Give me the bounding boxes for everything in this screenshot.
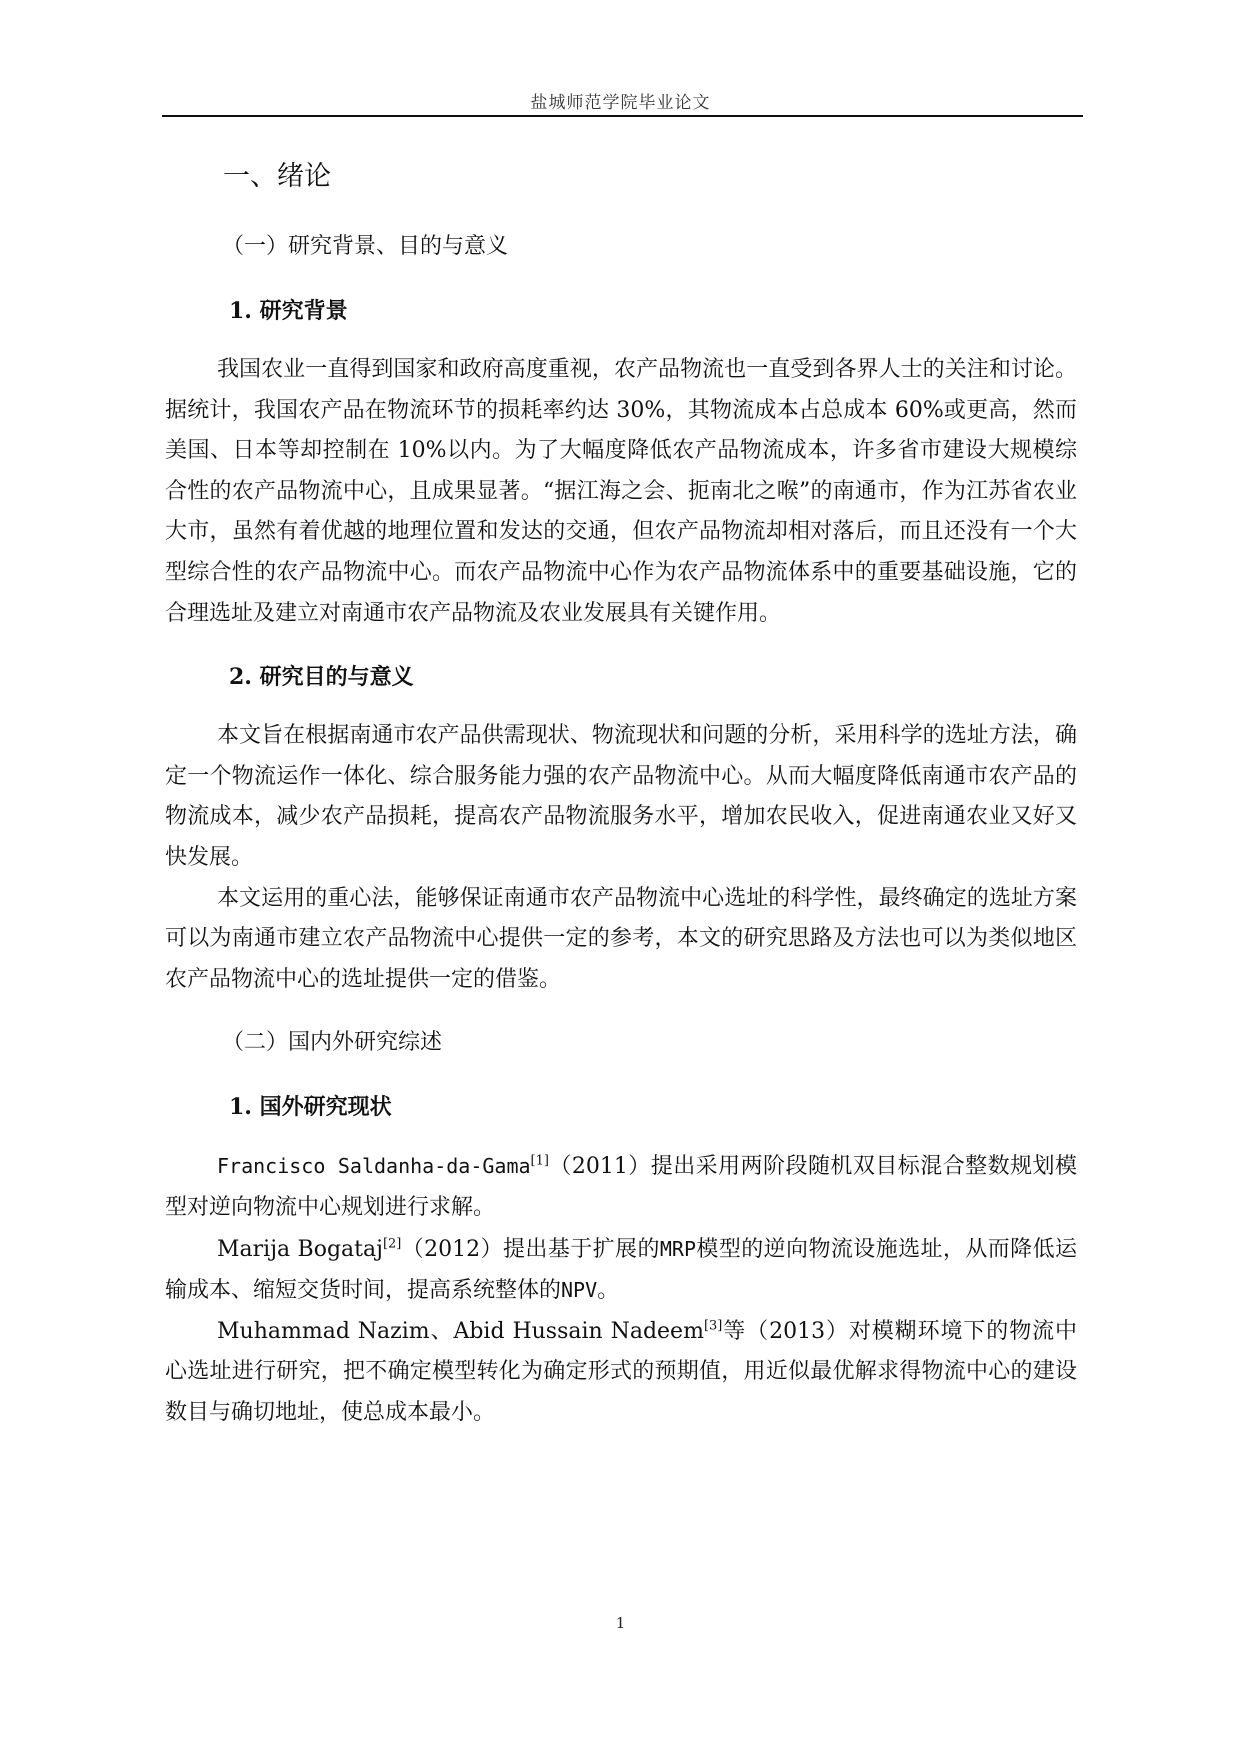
ref-text: （2011）提出采用两阶段随机双目标混合整数规划模型对逆向物流中心规划进行求解。 (165, 1154, 1077, 1220)
paragraph-ref-3 (165, 1312, 1077, 1434)
ref-term-mrp: MRP (659, 1236, 696, 1261)
citation-marker: [1] (530, 1153, 549, 1169)
citation-marker: [3] (703, 1318, 723, 1334)
paragraph-ref-2 (165, 1229, 1077, 1312)
ref-term-npv: NPV (561, 1278, 598, 1303)
running-header: 盐城师范学院毕业论文 (530, 93, 711, 113)
paragraph-ref-1 (165, 1146, 1077, 1228)
ref-author: Muhammad Nazim、Abid Hussain Nadeem (217, 1318, 704, 1344)
ref-author: Francisco Saldanha-da-Gama (217, 1154, 531, 1179)
page-number: 1 (615, 1614, 626, 1632)
page-body (165, 150, 1077, 1433)
header-rule (162, 115, 1083, 117)
ref-text: 等（2013）对模糊环境下的物流中心选址进行研究，把不确定模型转化为确定形式的预期值，用近似最优解求得物流中心的建设数目与确切地址，使总成本最小。 (165, 1318, 1077, 1425)
subsection-heading-purpose: 2. 研究目的与意义 (229, 664, 414, 691)
subsection-heading-foreign: 1. 国外研究现状 (229, 1094, 392, 1121)
subsection-heading-background: 1. 研究背景 (229, 298, 348, 324)
citation-marker: [2] (382, 1236, 402, 1252)
paragraph-purpose-1: 本文旨在根据南通市农产品供需现状、物流现状和问题的分析，采用科学的选址方法，确定一个物流运作一体化、综合服务能力强的农产品物流中心。从而大幅度降低南通市农产品的物流成本，减少农产品损耗，提高农产品物流服务水平，增加农民收入，促进南通农业又好又快发展。 (165, 723, 1077, 870)
ref-text: 。 (597, 1278, 620, 1304)
ref-author: Marija Bogataj (217, 1236, 383, 1262)
section-heading-review: （二）国内外研究综述 (222, 1030, 443, 1056)
chapter-title: 一、绪论 (223, 161, 331, 192)
paragraph-background: 我国农业一直得到国家和政府高度重视，农产品物流也一直受到各界人士的关注和讨论。据统计，我国农产品在物流环节的损耗率约达 30%，其物流成本占总成本 60%或更高，然而美国、日本等却控制在 10%以内。为了大幅度降低农产品物流成本，许多省市建设大规模综合性的农产品物流中心，且成果显著。“据江海之会、扼南北之喉”的南通市，作为江苏省农业大市，虽然有着优越的地理位置和发达的交通，但农产品物流却相对落后，而且还没有一个大型综合性的农产品物流中心。而农产品物流中心作为农产品物流体系中的重要基础设施，它的合理选址及建立对南通市农产品物流及农业发展具有关键作用。 (165, 357, 1077, 626)
paragraph-purpose-2: 本文运用的重心法，能够保证南通市农产品物流中心选址的科学性，最终确定的选址方案可以为南通市建立农产品物流中心提供一定的参考，本文的研究思路及方法也可以为类似地区农产品物流中心的选址提供一定的借鉴。 (165, 885, 1077, 992)
section-heading-background: （一）研究背景、目的与意义 (222, 234, 509, 259)
ref-text: （2012）提出基于扩展的 (401, 1236, 660, 1262)
ref-text: 模型的逆向物流设施选址，从而降低运输成本、缩短交货时间，提高系统整体的 (165, 1236, 1077, 1304)
